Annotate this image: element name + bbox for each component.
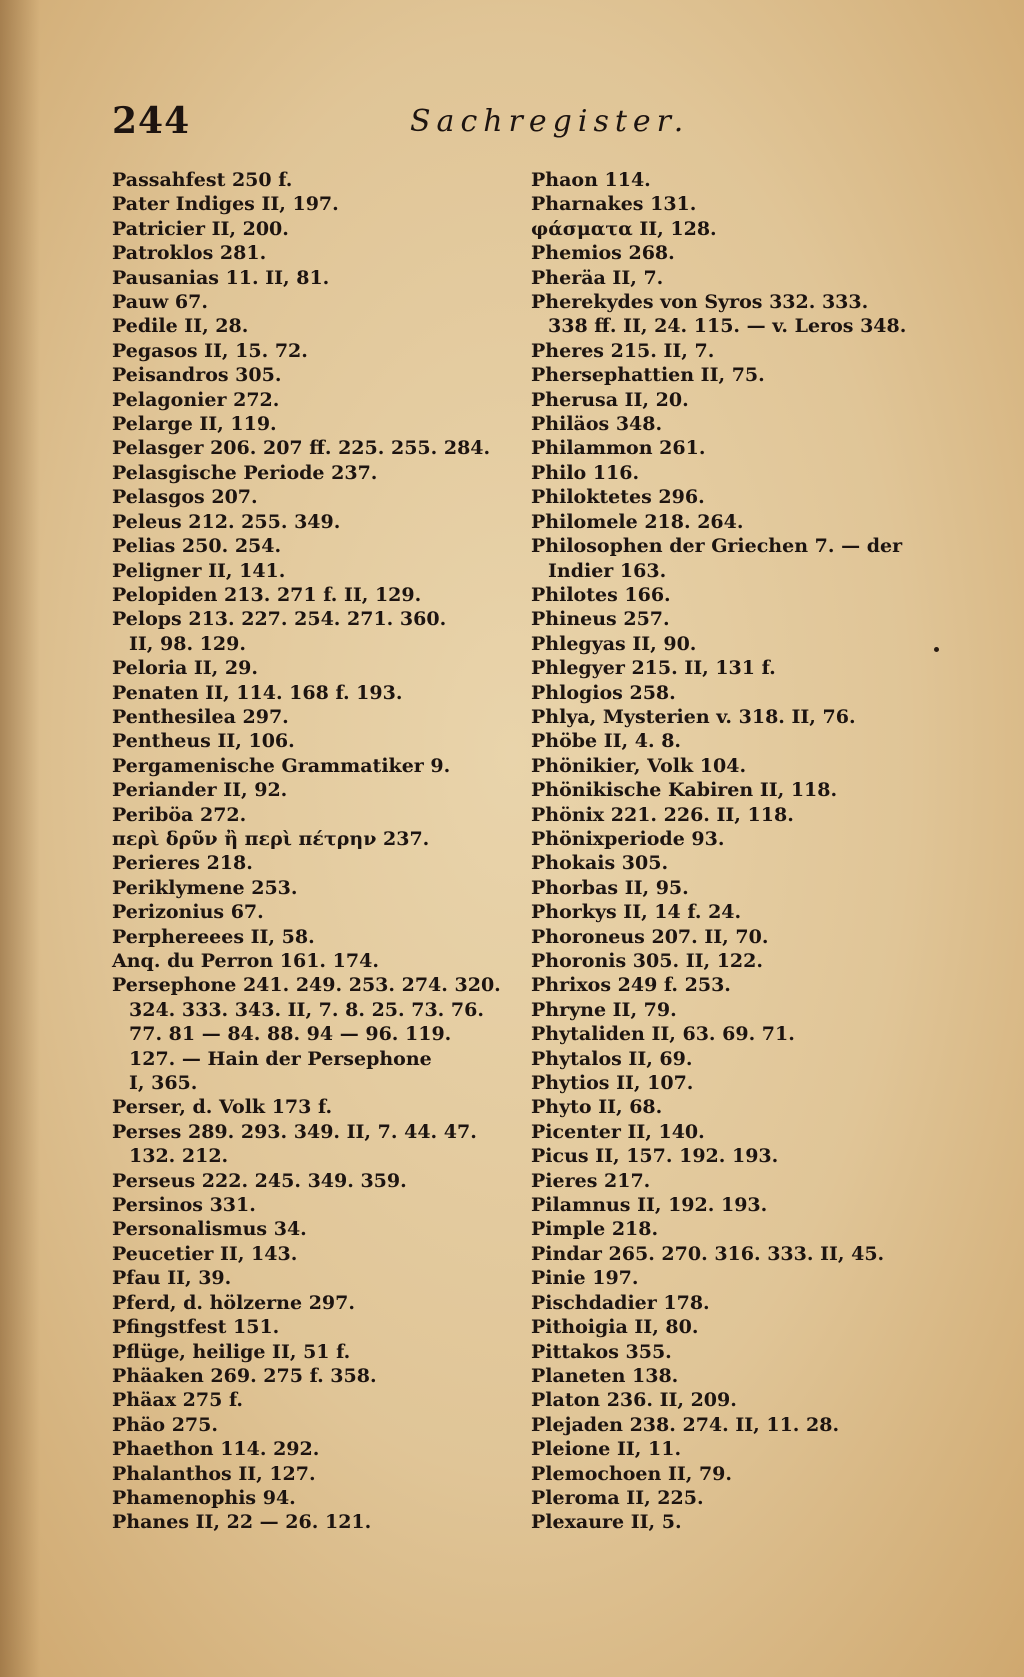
index-entry <box>112 485 507 509</box>
index-entry <box>531 1217 926 1241</box>
index-entry <box>531 461 926 485</box>
index-entry <box>112 241 507 265</box>
index-entry-continuation: Indier 163. <box>548 559 667 582</box>
index-entry <box>112 1193 507 1217</box>
index-entry-text: Phrixos 249 f. 253. <box>531 974 731 997</box>
index-entry-text: Pergamenische Grammatiker 9. <box>112 754 451 777</box>
index-entry-text: Pflüge, heilige II, 51 f. <box>112 1340 351 1363</box>
index-entry-text: Plemochoen II, 79. <box>531 1462 733 1485</box>
index-entry <box>531 949 926 973</box>
index-entry <box>112 778 507 802</box>
index-entry <box>531 729 926 753</box>
index-entry <box>112 192 507 216</box>
index-entry-text: Periander II, 92. <box>112 779 288 802</box>
index-entry <box>531 1462 926 1486</box>
index-entry <box>531 681 926 705</box>
index-entry-text: Perseus 222. 245. 349. 359. <box>112 1169 407 1192</box>
index-entry-text: Pater Indiges II, 197. <box>112 193 339 216</box>
index-entry <box>531 998 926 1022</box>
index-entry-text: Periklymene 253. <box>112 876 298 899</box>
index-entry <box>531 192 926 216</box>
index-entry-text: Phöbe II, 4. 8. <box>531 730 682 753</box>
index-entry-text: Phersephattien II, 75. <box>531 364 765 387</box>
running-head: Sachregister. <box>410 104 690 139</box>
index-entry-text: Pindar 265. 270. 316. 333. II, 45. <box>531 1242 885 1265</box>
index-entry <box>112 876 507 900</box>
index-entry <box>531 363 926 387</box>
index-entry <box>112 729 507 753</box>
index-entry-text: Phoronis 305. II, 122. <box>531 950 763 972</box>
index-entry <box>112 290 507 314</box>
index-entry <box>112 534 507 558</box>
index-entry-text: Persephone 241. 249. 253. 274. 320. <box>112 974 501 997</box>
index-entry <box>112 1486 507 1510</box>
index-entry <box>531 1413 926 1437</box>
index-entry <box>112 217 507 241</box>
index-entry-text: Pharnakes 131. <box>531 193 697 216</box>
index-entry <box>112 803 507 827</box>
index-entry-text: Phönikier, Volk 104. <box>531 754 747 777</box>
index-entry <box>112 1510 507 1534</box>
index-entry-text: Phoroneus 207. II, 70. <box>531 925 769 948</box>
index-entry-text: Phryne II, 79. <box>531 998 677 1021</box>
index-entry <box>112 1217 507 1241</box>
index-entry <box>531 827 926 851</box>
index-entry-text: Pherekydes von Syros 332. 333. <box>531 291 869 314</box>
index-entry <box>531 1340 926 1364</box>
index-entry-text: περὶ δρῦν ἢ περὶ πέτρην 237. <box>112 827 430 850</box>
index-entry-text: Pfau II, 39. <box>112 1267 232 1290</box>
index-entry <box>112 1462 507 1486</box>
index-entry <box>531 339 926 363</box>
index-entry <box>531 1364 926 1388</box>
index-entry <box>531 1120 926 1144</box>
index-entry-text: Patricier II, 200. <box>112 217 289 240</box>
index-entry-text: Pfingstfest 151. <box>112 1316 280 1339</box>
index-entry-text: Philäos 348. <box>531 413 663 436</box>
index-column-right <box>531 168 926 1535</box>
index-entry-text: Pelarge II, 119. <box>112 413 277 436</box>
index-entry <box>112 925 507 949</box>
index-entry-text: φάσματα II, 128. <box>531 217 717 240</box>
index-entry-text: Phönixperiode 93. <box>531 827 725 850</box>
index-entry <box>531 168 926 192</box>
index-entry <box>112 436 507 460</box>
index-entry <box>112 1266 507 1290</box>
index-entry <box>112 1364 507 1388</box>
index-entry <box>112 363 507 387</box>
index-entry <box>531 241 926 265</box>
index-entry <box>112 583 507 607</box>
index-entry <box>112 900 507 924</box>
index-entry-text: Persinos 331. <box>112 1194 256 1217</box>
index-entry <box>112 1095 507 1119</box>
index-entry-text: Phorbas II, 95. <box>531 876 689 899</box>
index-entry-continuation: II, 98. 129. <box>129 632 246 655</box>
index-entry <box>112 510 507 534</box>
index-entry <box>531 1315 926 1339</box>
index-entry-text: Pelias 250. 254. <box>112 535 282 558</box>
index-entry-text: Phalanthos II, 127. <box>112 1462 316 1485</box>
index-entry <box>531 266 926 290</box>
index-entry-text: Philammon 261. <box>531 437 706 460</box>
index-entry <box>112 1242 507 1266</box>
index-entry-text: Plexaure II, 5. <box>531 1511 682 1534</box>
index-entry <box>112 1120 507 1169</box>
index-entry <box>112 1437 507 1461</box>
index-entry-text: Phytalos II, 69. <box>531 1047 693 1070</box>
index-entry <box>531 485 926 509</box>
index-entry-text: Philotes 166. <box>531 583 671 606</box>
index-entry <box>531 705 926 729</box>
index-entry <box>531 1291 926 1315</box>
index-entry-text: Phlegyer 215. II, 131 f. <box>531 657 776 680</box>
index-entry-text: Pelasgische Periode 237. <box>112 461 378 484</box>
index-entry-text: Peligner II, 141. <box>112 559 286 582</box>
index-entry <box>531 1071 926 1095</box>
index-entry-text: Anq. du Perron 161. 174. <box>112 950 379 972</box>
index-entry-text: Perizonius 67. <box>112 901 264 924</box>
index-entry <box>531 412 926 436</box>
index-entry-text: Perser, d. Volk 173 f. <box>112 1096 333 1119</box>
index-entry-text: Phytios II, 107. <box>531 1072 694 1095</box>
index-entry-text: Phäax 275 f. <box>112 1389 244 1412</box>
index-entry-text: Phineus 257. <box>531 608 670 631</box>
index-entry <box>531 778 926 802</box>
index-entry-text: Pausanias 11. II, 81. <box>112 266 330 289</box>
index-entry <box>531 1242 926 1266</box>
index-entry-text: Phäo 275. <box>112 1413 218 1436</box>
index-entry <box>112 559 507 583</box>
index-entry-text: Phlegyas II, 90. <box>531 632 697 655</box>
index-entry <box>112 412 507 436</box>
index-entry-text: Peloria II, 29. <box>112 657 258 680</box>
index-entry-text: Pferd, d. hölzerne 297. <box>112 1291 355 1314</box>
index-entry <box>112 851 507 875</box>
page-number: 244 <box>112 100 191 142</box>
index-entry <box>112 1340 507 1364</box>
index-entry-text: Peisandros 305. <box>112 364 282 387</box>
index-entry-text: Penaten II, 114. 168 f. 193. <box>112 681 403 704</box>
index-entry <box>531 436 926 460</box>
index-entry <box>531 876 926 900</box>
index-entry-text: Phlya, Mysterien v. 318. II, 76. <box>531 705 856 728</box>
index-entry-text: Phorkys II, 14 f. 24. <box>531 901 742 924</box>
index-entry-text: Perphereees II, 58. <box>112 925 315 948</box>
index-entry-text: Pieres 217. <box>531 1169 651 1192</box>
index-entry-text: Peucetier II, 143. <box>112 1242 298 1265</box>
index-entry-continuation: I, 365. <box>129 1072 198 1095</box>
index-entry-text: Philoktetes 296. <box>531 486 705 509</box>
index-entry-text: Pheräa II, 7. <box>531 266 664 289</box>
index-entry-continuation: 127. — Hain der Persephone <box>129 1047 432 1070</box>
index-entry-text: Phlogios 258. <box>531 681 676 704</box>
index-entry <box>112 266 507 290</box>
index-entry <box>112 705 507 729</box>
index-entry-text: Pentheus II, 106. <box>112 730 295 753</box>
index-entry <box>112 754 507 778</box>
index-entry-text: Phönikische Kabiren II, 118. <box>531 779 838 802</box>
index-entry-text: Personalismus 34. <box>112 1218 307 1241</box>
index-entry <box>531 973 926 997</box>
index-entry <box>531 754 926 778</box>
index-entry-text: Phönix 221. 226. II, 118. <box>531 803 794 826</box>
index-entry-text: Philosophen der Griechen 7. — der <box>531 535 903 558</box>
index-entry <box>531 851 926 875</box>
index-entry <box>112 681 507 705</box>
index-entry <box>531 1510 926 1534</box>
ink-speck <box>934 647 939 652</box>
index-entry-continuation: 324. 333. 343. II, 7. 8. 25. 73. 76. <box>129 998 484 1021</box>
index-entry <box>112 656 507 680</box>
index-entry <box>531 1266 926 1290</box>
index-entry <box>112 607 507 656</box>
index-entry-text: Philomele 218. 264. <box>531 510 744 533</box>
index-entry-text: Pelasger 206. 207 ff. 225. 255. 284. <box>112 437 491 460</box>
index-entry <box>531 1193 926 1217</box>
index-entry <box>531 388 926 412</box>
index-entry-continuation: 338 ff. II, 24. 115. — v. Leros 348. <box>548 315 907 338</box>
index-entry-text: Perses 289. 293. 349. II, 7. 44. 47. <box>112 1120 477 1143</box>
index-entry <box>531 510 926 534</box>
index-entry-text: Pedile II, 28. <box>112 315 249 338</box>
index-entry <box>112 388 507 412</box>
index-entry <box>531 656 926 680</box>
index-entry-text: Patroklos 281. <box>112 242 267 265</box>
index-entry <box>531 534 926 583</box>
index-entry <box>531 607 926 631</box>
index-entry <box>531 1095 926 1119</box>
index-entry <box>531 217 926 241</box>
index-entry-text: Platon 236. II, 209. <box>531 1389 737 1412</box>
index-entry-text: Phokais 305. <box>531 852 669 875</box>
index-entry-text: Pimple 218. <box>531 1218 659 1241</box>
index-entry-text: Phäaken 269. 275 f. 358. <box>112 1364 377 1387</box>
index-entry <box>112 827 507 851</box>
index-entry <box>112 949 507 973</box>
index-entry <box>112 973 507 1095</box>
index-entry <box>531 1144 926 1168</box>
index-entry-text: Pleione II, 11. <box>531 1438 682 1461</box>
index-entry-text: Phytaliden II, 63. 69. 71. <box>531 1023 795 1046</box>
index-entry-text: Phaethon 114. 292. <box>112 1438 320 1461</box>
index-entry-text: Philo 116. <box>531 461 640 484</box>
index-entry <box>531 1486 926 1510</box>
index-entry-text: Picenter II, 140. <box>531 1120 705 1143</box>
index-entry-text: Phanes II, 22 — 26. 121. <box>112 1511 372 1534</box>
index-entry-text: Pithoigia II, 80. <box>531 1316 699 1339</box>
index-entry-text: Passahfest 250 f. <box>112 169 293 191</box>
index-entry-continuation: 132. 212. <box>129 1145 229 1168</box>
index-entry <box>112 1291 507 1315</box>
index-entry-text: Pleroma II, 225. <box>531 1486 704 1509</box>
index-entry <box>531 583 926 607</box>
index-entry-text: Pauw 67. <box>112 291 208 314</box>
index-entry-text: Pelops 213. 227. 254. 271. 360. <box>112 608 447 631</box>
index-entry <box>112 314 507 338</box>
index-entry <box>112 168 507 192</box>
page-gutter-shadow <box>0 0 40 1677</box>
index-entry-text: Perieres 218. <box>112 852 253 875</box>
index-entry <box>531 1022 926 1046</box>
index-entry <box>112 1413 507 1437</box>
index-entry-text: Plejaden 238. 274. II, 11. 28. <box>531 1413 840 1436</box>
index-entry <box>112 461 507 485</box>
index-entry <box>531 290 926 339</box>
index-entry <box>112 339 507 363</box>
index-entry <box>531 1169 926 1193</box>
index-entry-text: Phemios 268. <box>531 242 675 265</box>
index-entry <box>531 632 926 656</box>
index-entry-text: Phyto II, 68. <box>531 1096 663 1119</box>
index-entry <box>531 803 926 827</box>
index-entry-text: Pegasos II, 15. 72. <box>112 339 308 362</box>
index-entry-text: Pittakos 355. <box>531 1340 672 1363</box>
index-entry-text: Pherusa II, 20. <box>531 388 689 411</box>
index-entry-text: Penthesilea 297. <box>112 705 289 728</box>
index-entry-text: Pelagonier 272. <box>112 388 280 411</box>
index-entry-text: Periböa 272. <box>112 803 247 826</box>
index-entry-text: Pischdadier 178. <box>531 1291 710 1314</box>
index-entry-text: Pilamnus II, 192. 193. <box>531 1194 768 1217</box>
index-entry-text: Pelasgos 207. <box>112 486 258 509</box>
index-entry-text: Phaon 114. <box>531 169 651 191</box>
index-entry-text: Phamenophis 94. <box>112 1486 296 1509</box>
index-entry-text: Picus II, 157. 192. 193. <box>531 1145 779 1168</box>
index-entry-text: Pinie 197. <box>531 1267 639 1290</box>
index-entry-text: Pelopiden 213. 271 f. II, 129. <box>112 583 422 606</box>
index-entry <box>112 1315 507 1339</box>
index-entry <box>531 925 926 949</box>
index-entry-text: Planeten 138. <box>531 1364 679 1387</box>
index-entry <box>531 900 926 924</box>
index-entry <box>112 1388 507 1412</box>
index-column-left <box>112 168 507 1535</box>
index-entry <box>531 1388 926 1412</box>
index-entry-text: Pheres 215. II, 7. <box>531 339 715 362</box>
index-entry-text: Peleus 212. 255. 349. <box>112 510 341 533</box>
index-entry <box>112 1169 507 1193</box>
index-entry <box>531 1437 926 1461</box>
index-entry-continuation: 77. 81 — 84. 88. 94 — 96. 119. <box>129 1023 452 1046</box>
index-entry <box>531 1047 926 1071</box>
